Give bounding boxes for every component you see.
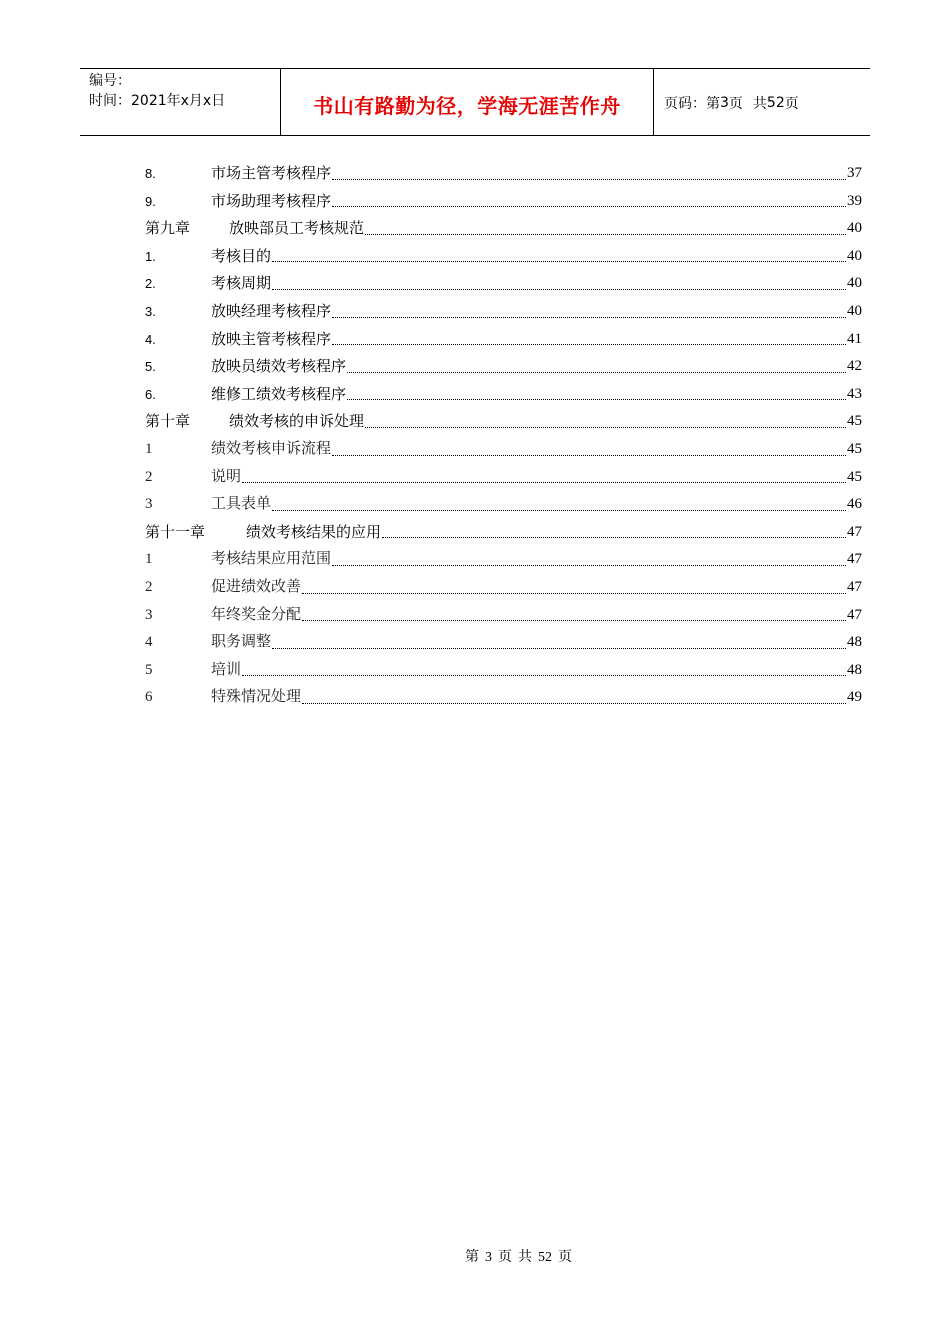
- toc-leader: [365, 410, 846, 428]
- toc-title: 放映主管考核程序: [211, 329, 332, 348]
- toc-leader: [347, 355, 846, 373]
- toc-entry[interactable]: [145, 546, 862, 574]
- toc-entry[interactable]: [145, 160, 862, 188]
- toc-title: 市场主管考核程序: [211, 164, 332, 182]
- toc-leader: [272, 631, 846, 649]
- toc-entry[interactable]: [145, 684, 862, 712]
- footer-total-prefix: 共: [518, 1250, 532, 1265]
- toc-number: 4: [145, 634, 153, 651]
- toc-number: 6: [145, 689, 153, 706]
- toc-leader: [332, 438, 846, 456]
- toc-entry[interactable]: [145, 243, 862, 271]
- toc-page: 47: [847, 551, 862, 568]
- page-total: 52: [766, 95, 785, 111]
- page-prefix: 页码：第: [664, 96, 720, 112]
- footer-total: 52: [538, 1250, 552, 1265]
- page-footer: [0, 1246, 950, 1266]
- toc-leader: [332, 189, 846, 207]
- toc-title: 培训: [211, 661, 242, 678]
- toc-title: 说明: [211, 468, 242, 485]
- toc-leader: [332, 162, 846, 180]
- toc-title: 绩效考核结果的应用: [246, 522, 382, 541]
- toc-title: 特殊情况处理: [211, 689, 302, 706]
- toc-page: 48: [847, 634, 862, 651]
- toc-title: 考核目的: [211, 246, 272, 265]
- toc-page: 49: [847, 689, 862, 706]
- toc-leader: [332, 327, 846, 345]
- toc-number: 3: [145, 606, 153, 623]
- page-suffix: 页: [784, 96, 799, 112]
- toc-leader: [242, 465, 846, 483]
- toc-page: 37: [847, 165, 862, 181]
- toc-entry[interactable]: [145, 491, 862, 519]
- toc-title: 绩效考核申诉流程: [211, 440, 332, 457]
- toc-number: 2: [145, 468, 153, 485]
- toc-page: 45: [847, 440, 862, 457]
- toc-number: 第九章: [145, 219, 191, 238]
- toc-entry[interactable]: [145, 188, 862, 216]
- footer-current: 3: [485, 1250, 492, 1265]
- toc-number: 4.: [145, 331, 156, 347]
- toc-page: 47: [847, 606, 862, 623]
- toc-entry[interactable]: [145, 381, 862, 409]
- toc-page: 46: [847, 496, 862, 513]
- toc-title: 放映经理考核程序: [211, 301, 332, 320]
- page-mid: 页: [728, 96, 743, 112]
- page-current: 3: [720, 95, 729, 111]
- toc-entry[interactable]: [145, 629, 862, 657]
- toc-number: 第十一章: [145, 522, 206, 541]
- toc-title: 考核周期: [211, 274, 272, 293]
- toc-entry[interactable]: [145, 436, 862, 464]
- toc-number: 3: [145, 496, 153, 513]
- toc-chapter[interactable]: [145, 215, 862, 243]
- toc-number: 2: [145, 578, 153, 595]
- toc-leader: [365, 217, 846, 235]
- toc-page: 47: [847, 578, 862, 595]
- number-label: 编号：: [89, 73, 131, 89]
- toc-title: 放映员绩效考核程序: [211, 357, 347, 376]
- header-page-info: [654, 69, 870, 135]
- toc-number: 1.: [145, 248, 156, 264]
- page-header: [80, 68, 870, 136]
- toc-title: 工具表单: [211, 496, 272, 513]
- toc-number: 6.: [145, 386, 156, 402]
- toc-leader: [302, 603, 846, 621]
- toc-title: 考核结果应用范围: [211, 551, 332, 568]
- toc-number: 8.: [145, 166, 156, 181]
- toc-page: 40: [847, 247, 862, 264]
- toc-leader: [272, 272, 846, 290]
- toc-entry[interactable]: [145, 657, 862, 685]
- toc-entry[interactable]: [145, 298, 862, 326]
- footer-mid: 页: [498, 1250, 512, 1265]
- toc-page: 40: [847, 275, 862, 292]
- toc-page: 45: [847, 413, 862, 430]
- toc-number: 5.: [145, 359, 156, 375]
- toc-number: 5: [145, 661, 153, 678]
- toc-title: 绩效考核的申诉处理: [229, 412, 365, 431]
- toc-title: 维修工绩效考核程序: [211, 384, 347, 403]
- toc-page: 43: [847, 385, 862, 402]
- toc-number: 1: [145, 440, 153, 457]
- toc-number: 2.: [145, 276, 156, 292]
- toc-leader: [347, 382, 846, 400]
- toc-page: 40: [847, 220, 862, 237]
- toc-entry[interactable]: [145, 353, 862, 381]
- toc-title: 放映部员工考核规范: [229, 219, 365, 238]
- toc-chapter[interactable]: [145, 519, 862, 547]
- toc-entry[interactable]: [145, 602, 862, 630]
- toc-leader: [272, 244, 846, 262]
- toc-page: 41: [847, 330, 862, 347]
- toc-leader: [302, 576, 846, 594]
- toc-page: 40: [847, 302, 862, 319]
- toc-leader: [382, 520, 846, 538]
- toc-entry[interactable]: [145, 574, 862, 602]
- toc-leader: [302, 686, 846, 704]
- toc-leader: [272, 493, 846, 511]
- footer-suffix: 页: [558, 1250, 572, 1265]
- toc-number: 9.: [145, 193, 156, 209]
- page-total-prefix: 共: [752, 96, 767, 112]
- table-of-contents: [145, 160, 862, 712]
- toc-title: 市场助理考核程序: [211, 191, 332, 210]
- toc-entry[interactable]: [145, 326, 862, 354]
- toc-page: 45: [847, 468, 862, 485]
- toc-leader: [332, 300, 846, 318]
- toc-number: 1: [145, 551, 153, 568]
- toc-leader: [242, 658, 846, 676]
- toc-leader: [332, 548, 846, 566]
- footer-prefix: 第: [465, 1250, 479, 1265]
- toc-page: 48: [847, 661, 862, 678]
- toc-number: 第十章: [145, 412, 191, 431]
- toc-page: 39: [847, 192, 862, 209]
- toc-chapter[interactable]: [145, 408, 862, 436]
- toc-entry[interactable]: [145, 464, 862, 492]
- toc-page: 47: [847, 523, 862, 540]
- toc-number: 3.: [145, 303, 156, 319]
- date-label: 时间：2021年x月x日: [89, 93, 226, 109]
- toc-title: 促进绩效改善: [211, 578, 302, 595]
- header-meta: [80, 69, 281, 135]
- toc-title: 职务调整: [211, 634, 272, 651]
- toc-page: 42: [847, 358, 862, 375]
- header-motto: 书山有路勤为径，学海无涯苦作舟: [281, 69, 654, 135]
- toc-entry[interactable]: [145, 270, 862, 298]
- toc-title: 年终奖金分配: [211, 606, 302, 623]
